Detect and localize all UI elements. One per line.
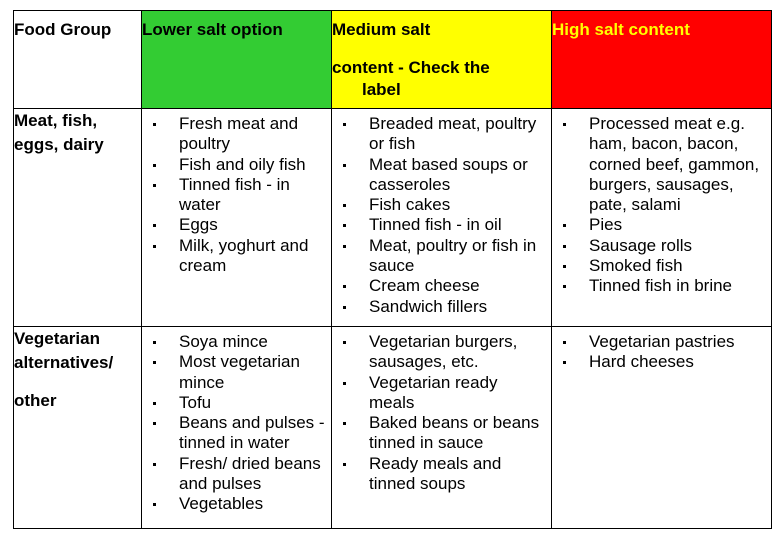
header-medium-salt-line1: Medium salt [332,20,431,39]
list-meat-medium [332,109,551,317]
list-item: Vegetarian burgers, sausages, etc. [332,332,547,373]
list-veg-medium [332,327,551,494]
list-item: Meat, poultry or fish in sauce [332,236,547,277]
list-item: Most vegetarian mince [142,352,327,393]
table-row-meat [14,109,772,327]
list-item: Pies [552,215,767,235]
header-food-group [14,11,142,109]
list-item: Soya mince [142,332,327,352]
cell-meat-high [552,109,772,327]
list-veg-lower [142,327,331,515]
row-label-meat [14,109,142,327]
list-item: Vegetarian ready meals [332,373,547,414]
header-medium-salt [332,11,552,109]
list-item: Fresh/ dried beans and pulses [142,454,327,495]
list-item: Ready meals and tinned soups [332,454,547,495]
list-item: Breaded meat, poultry or fish [332,114,547,155]
header-high-salt-text: High salt content [552,20,690,39]
list-meat-high [552,109,771,297]
salt-content-table [13,10,772,529]
list-item: Processed meat e.g. ham, bacon, bacon, corned beef, gammon, burgers, sausages, pate, salami [552,114,767,215]
list-item: Meat based soups or casseroles [332,155,547,196]
header-high-salt [552,11,772,109]
cell-veg-lower [142,327,332,529]
list-item: Tinned fish in brine [552,276,767,296]
cell-veg-medium [332,327,552,529]
list-item: Hard cheeses [552,352,767,372]
cell-meat-medium [332,109,552,327]
header-medium-salt-line2: content - Check the [332,58,490,77]
list-item: Fish cakes [332,195,547,215]
cell-meat-lower [142,109,332,327]
list-item: Smoked fish [552,256,767,276]
list-item: Beans and pulses - tinned in water [142,413,327,454]
row-label-line: Meat, fish, [14,111,98,130]
header-row [14,11,772,109]
cell-veg-high [552,327,772,529]
row-label-line: Vegetarian [14,329,100,348]
row-label-line: alternatives/ [14,353,114,372]
row-label-line: other [14,391,57,410]
table-row-vegetarian [14,327,772,529]
list-item: Sausage rolls [552,236,767,256]
list-item: Vegetables [142,494,327,514]
row-label-vegetarian [14,327,142,529]
header-lower-salt-text: Lower salt option [142,20,283,39]
list-item: Sandwich fillers [332,297,547,317]
list-item: Vegetarian pastries [552,332,767,352]
header-lower-salt [142,11,332,109]
header-medium-salt-line3: label [362,80,401,99]
list-item: Tinned fish - in oil [332,215,547,235]
header-food-group-text: Food Group [14,20,112,39]
list-item: Fish and oily fish [142,155,327,175]
list-meat-lower [142,109,331,276]
list-item: Milk, yoghurt and cream [142,236,327,277]
list-item: Tinned fish - in water [142,175,327,216]
list-item: Eggs [142,215,327,235]
list-item: Tofu [142,393,327,413]
list-item: Fresh meat and poultry [142,114,327,155]
list-item: Cream cheese [332,276,547,296]
list-veg-high [552,327,771,373]
row-label-gap [14,375,141,389]
list-item: Baked beans or beans tinned in sauce [332,413,547,454]
row-label-line: eggs, dairy [14,135,104,154]
